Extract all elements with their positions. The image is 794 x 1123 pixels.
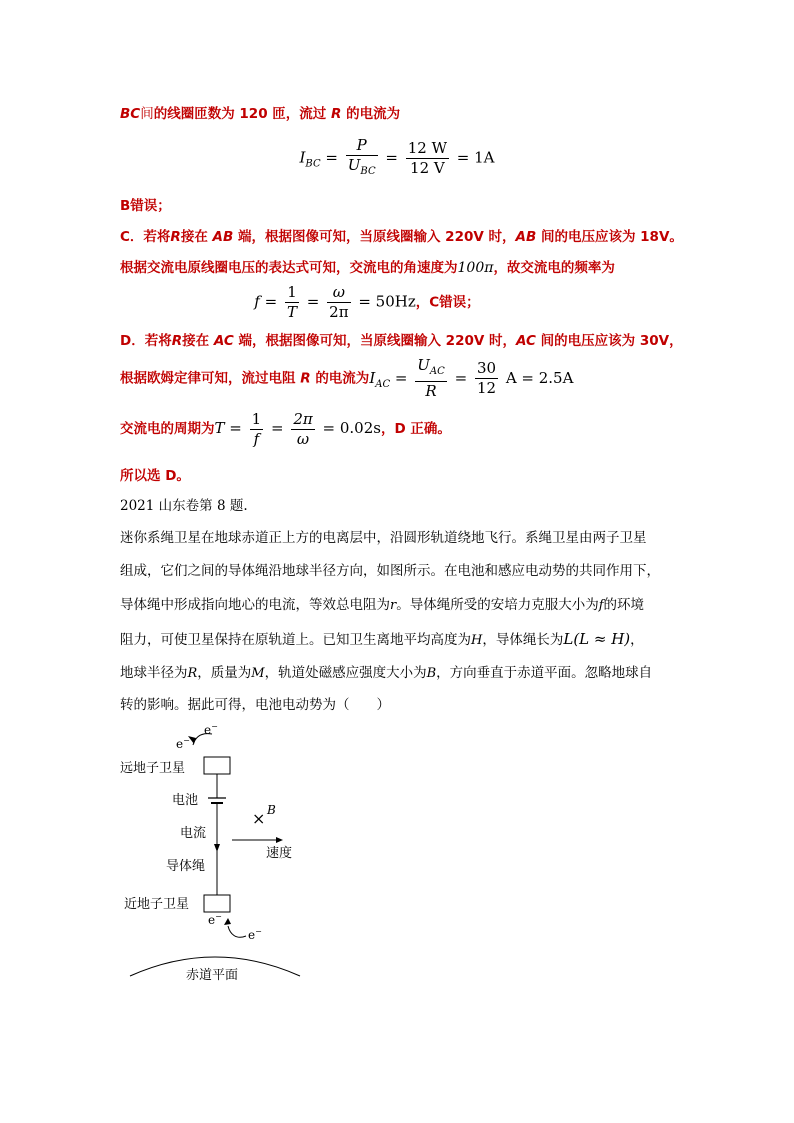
eq3-num1: U — [417, 356, 430, 374]
p4-a: 阻力，可使卫星保持在原轨道上。已知卫生离地平均高度为 — [120, 632, 471, 648]
line-answer: 所以选 D。 — [120, 468, 190, 484]
eq2-den2: 2π — [329, 303, 349, 321]
eq3-den1: R — [425, 382, 437, 400]
ohm-text2: 的电流为 — [315, 370, 370, 387]
line-ohm-law — [120, 356, 573, 405]
current-label: 电流 — [180, 826, 207, 841]
problem-line-1: 迷你系绳卫星在地球赤道正上方的电离层中，沿圆形轨道绕地飞行。系绳卫星由两子卫星 — [120, 530, 647, 546]
line-d-option — [120, 331, 683, 351]
eq3-num2: 30 — [476, 359, 497, 377]
line-period — [120, 408, 451, 449]
problem-line-3 — [120, 595, 644, 616]
ohm-r: R — [300, 370, 311, 387]
d-ac: AC — [213, 333, 234, 349]
c-ab: AB — [212, 229, 234, 245]
eq3-frac1 — [415, 356, 447, 401]
eq4-equals: = — [229, 419, 242, 437]
d-prefix: D．若将 — [120, 333, 172, 349]
eq2-equals: = — [264, 292, 278, 311]
text-jian: 间 — [140, 106, 154, 122]
eq4-num2: 2π — [293, 409, 313, 428]
eq1-equals: = — [325, 148, 338, 167]
p3-a: 导体绳中形成指向地心的电流，等效总电阻为 — [120, 597, 390, 613]
p3-e: 的环境 — [603, 597, 645, 613]
c-text: 端，根据图像可知，当原线圈输入 220V 时， — [237, 229, 516, 245]
eq4-frac2 — [291, 410, 314, 449]
eq4-den1: f — [253, 429, 260, 448]
p5-c: ，质量为 — [197, 665, 252, 681]
near-satellite-label: 近地子卫星 — [124, 897, 190, 912]
equation-frequency — [0, 283, 764, 322]
period-tail: ，D 正确。 — [380, 421, 451, 437]
eq1-den1-sub: BC — [360, 166, 376, 177]
eq3-frac2 — [475, 359, 498, 398]
p5-e: ，轨道处磁感应强度大小为 — [264, 665, 427, 681]
equation-ibc — [0, 136, 794, 181]
electron-arrow-bottom — [228, 926, 246, 937]
line-b-wrong: B错误； — [120, 198, 171, 214]
eq1-frac1 — [346, 136, 378, 181]
electron-arrowhead-bottom — [224, 918, 231, 925]
c-r: R — [170, 229, 181, 245]
p4-h: H — [471, 633, 483, 648]
eq2-rhs: = 50Hz — [358, 292, 416, 311]
battery-label: 电池 — [172, 793, 199, 808]
line-angular-speed — [120, 258, 615, 278]
velocity-arrowhead — [276, 837, 283, 843]
eq3-den2: 12 — [476, 379, 497, 397]
d-ac2: AC — [516, 333, 536, 349]
bc-label: BC — [120, 106, 141, 122]
c-prefix: C．若将 — [120, 229, 171, 245]
eq1-num1: P — [346, 136, 378, 156]
c-ab2: AB — [515, 229, 537, 245]
eq4-rhs: = 0.02s — [322, 419, 381, 437]
problem-line-6: 转的影响。据此可得，电池电动势为（ ） — [120, 697, 390, 713]
p4-cond: (L ≈ H) — [573, 630, 631, 648]
tether-satellite-figure — [100, 720, 320, 990]
near-satellite-box — [204, 895, 230, 912]
period-text: 交流电的周期为 — [120, 421, 215, 437]
p4-c: ，导体绳长为 — [482, 632, 564, 648]
d-connect: 接在 — [182, 333, 210, 349]
eq4-lhs: T — [214, 419, 225, 437]
eq2-tail: ，C错误； — [415, 294, 480, 311]
c-connect: 接在 — [180, 229, 208, 245]
electron-label-3: e− — [208, 912, 222, 927]
current-arrowhead — [214, 844, 220, 852]
angular-text: 根据交流电原线圈电压的表达式可知，交流电的角速度为 — [120, 260, 458, 276]
eq4-equals2: = — [270, 419, 284, 437]
eq2-num1: 1 — [285, 283, 299, 303]
eq2-equals2: = — [306, 292, 320, 311]
velocity-label: 速度 — [266, 846, 293, 861]
b-field-label: B — [267, 803, 276, 817]
p5-a: 地球半径为 — [120, 665, 188, 681]
eq1-den1: U — [347, 156, 361, 174]
line-c-option — [120, 227, 683, 247]
eq4-den2: ω — [296, 429, 310, 448]
electron-label-2: e− — [176, 736, 190, 751]
r-label: R — [331, 106, 342, 122]
p5-g: ，方向垂直于赤道平面。忽略地球自 — [436, 665, 653, 681]
text-current: 的电流为 — [346, 106, 401, 122]
d-tail: 间的电压应该为 30V， — [540, 333, 683, 349]
p3-f: f — [598, 598, 604, 613]
tether-label: 导体绳 — [166, 859, 206, 874]
equator-label: 赤道平面 — [186, 968, 239, 983]
eq2-frac1 — [285, 283, 299, 322]
eq3-equals2: = — [454, 368, 468, 387]
eq2-frac2 — [327, 283, 350, 322]
eq3-lhs: I — [369, 368, 376, 387]
eq1-lhs: I — [299, 148, 306, 167]
electron-label-1: e− — [204, 722, 218, 737]
eq2-num2: ω — [327, 283, 350, 303]
p4-f: ， — [630, 632, 644, 648]
eq2-den1: T — [287, 303, 298, 321]
eq1-rhs: = 1A — [456, 148, 495, 167]
eq2-lhs: f — [254, 292, 260, 311]
far-satellite-label: 远地子卫星 — [120, 761, 186, 776]
problem-line-5 — [120, 663, 652, 684]
d-text: 端，根据图像可知，当原线圈输入 220V 时， — [238, 333, 517, 349]
p3-r: r — [390, 598, 397, 613]
eq1-lhs-sub: BC — [305, 158, 321, 170]
problem-line-4 — [120, 629, 644, 651]
p5-m: M — [251, 666, 265, 681]
eq3-equals: = — [394, 368, 408, 387]
c-tail: 间的电压应该为 18V。 — [540, 229, 683, 245]
p4-l: L — [563, 630, 574, 648]
d-r: R — [171, 333, 183, 349]
eq3-num1-sub: AC — [429, 366, 445, 377]
p5-r: R — [187, 666, 198, 681]
electron-label-4: e− — [248, 927, 262, 942]
far-satellite-box — [204, 757, 230, 774]
eq1-frac2 — [406, 139, 449, 178]
question-source: 2021 山东卷第 8 题. — [120, 498, 248, 514]
angular-value: 100π — [457, 260, 494, 276]
ohm-text: 根据欧姆定律可知，流过电阻 — [120, 370, 296, 387]
eq3-rhs: A = 2.5A — [505, 368, 574, 387]
text-turns: 的线圈匝数为 120 匝，流过 — [153, 106, 327, 122]
eq1-num2: 12 W — [407, 139, 448, 157]
eq1-den2: 12 V — [410, 159, 445, 177]
p5-b: B — [426, 666, 437, 681]
eq3-lhs-sub: AC — [375, 378, 391, 390]
angular-tail: ，故交流电的频率为 — [493, 260, 615, 276]
eq1-equals2: = — [385, 148, 398, 167]
line-bc-turns — [120, 104, 400, 124]
eq4-num1: 1 — [251, 409, 262, 428]
p3-c: 。导体绳所受的安培力克服大小为 — [396, 597, 599, 613]
b-field-cross: × — [252, 809, 266, 828]
problem-line-2: 组成，它们之间的导体绳沿地球半径方向，如图所示。在电池和感应电动势的共同作用下， — [120, 563, 660, 579]
eq4-frac1 — [250, 410, 264, 449]
